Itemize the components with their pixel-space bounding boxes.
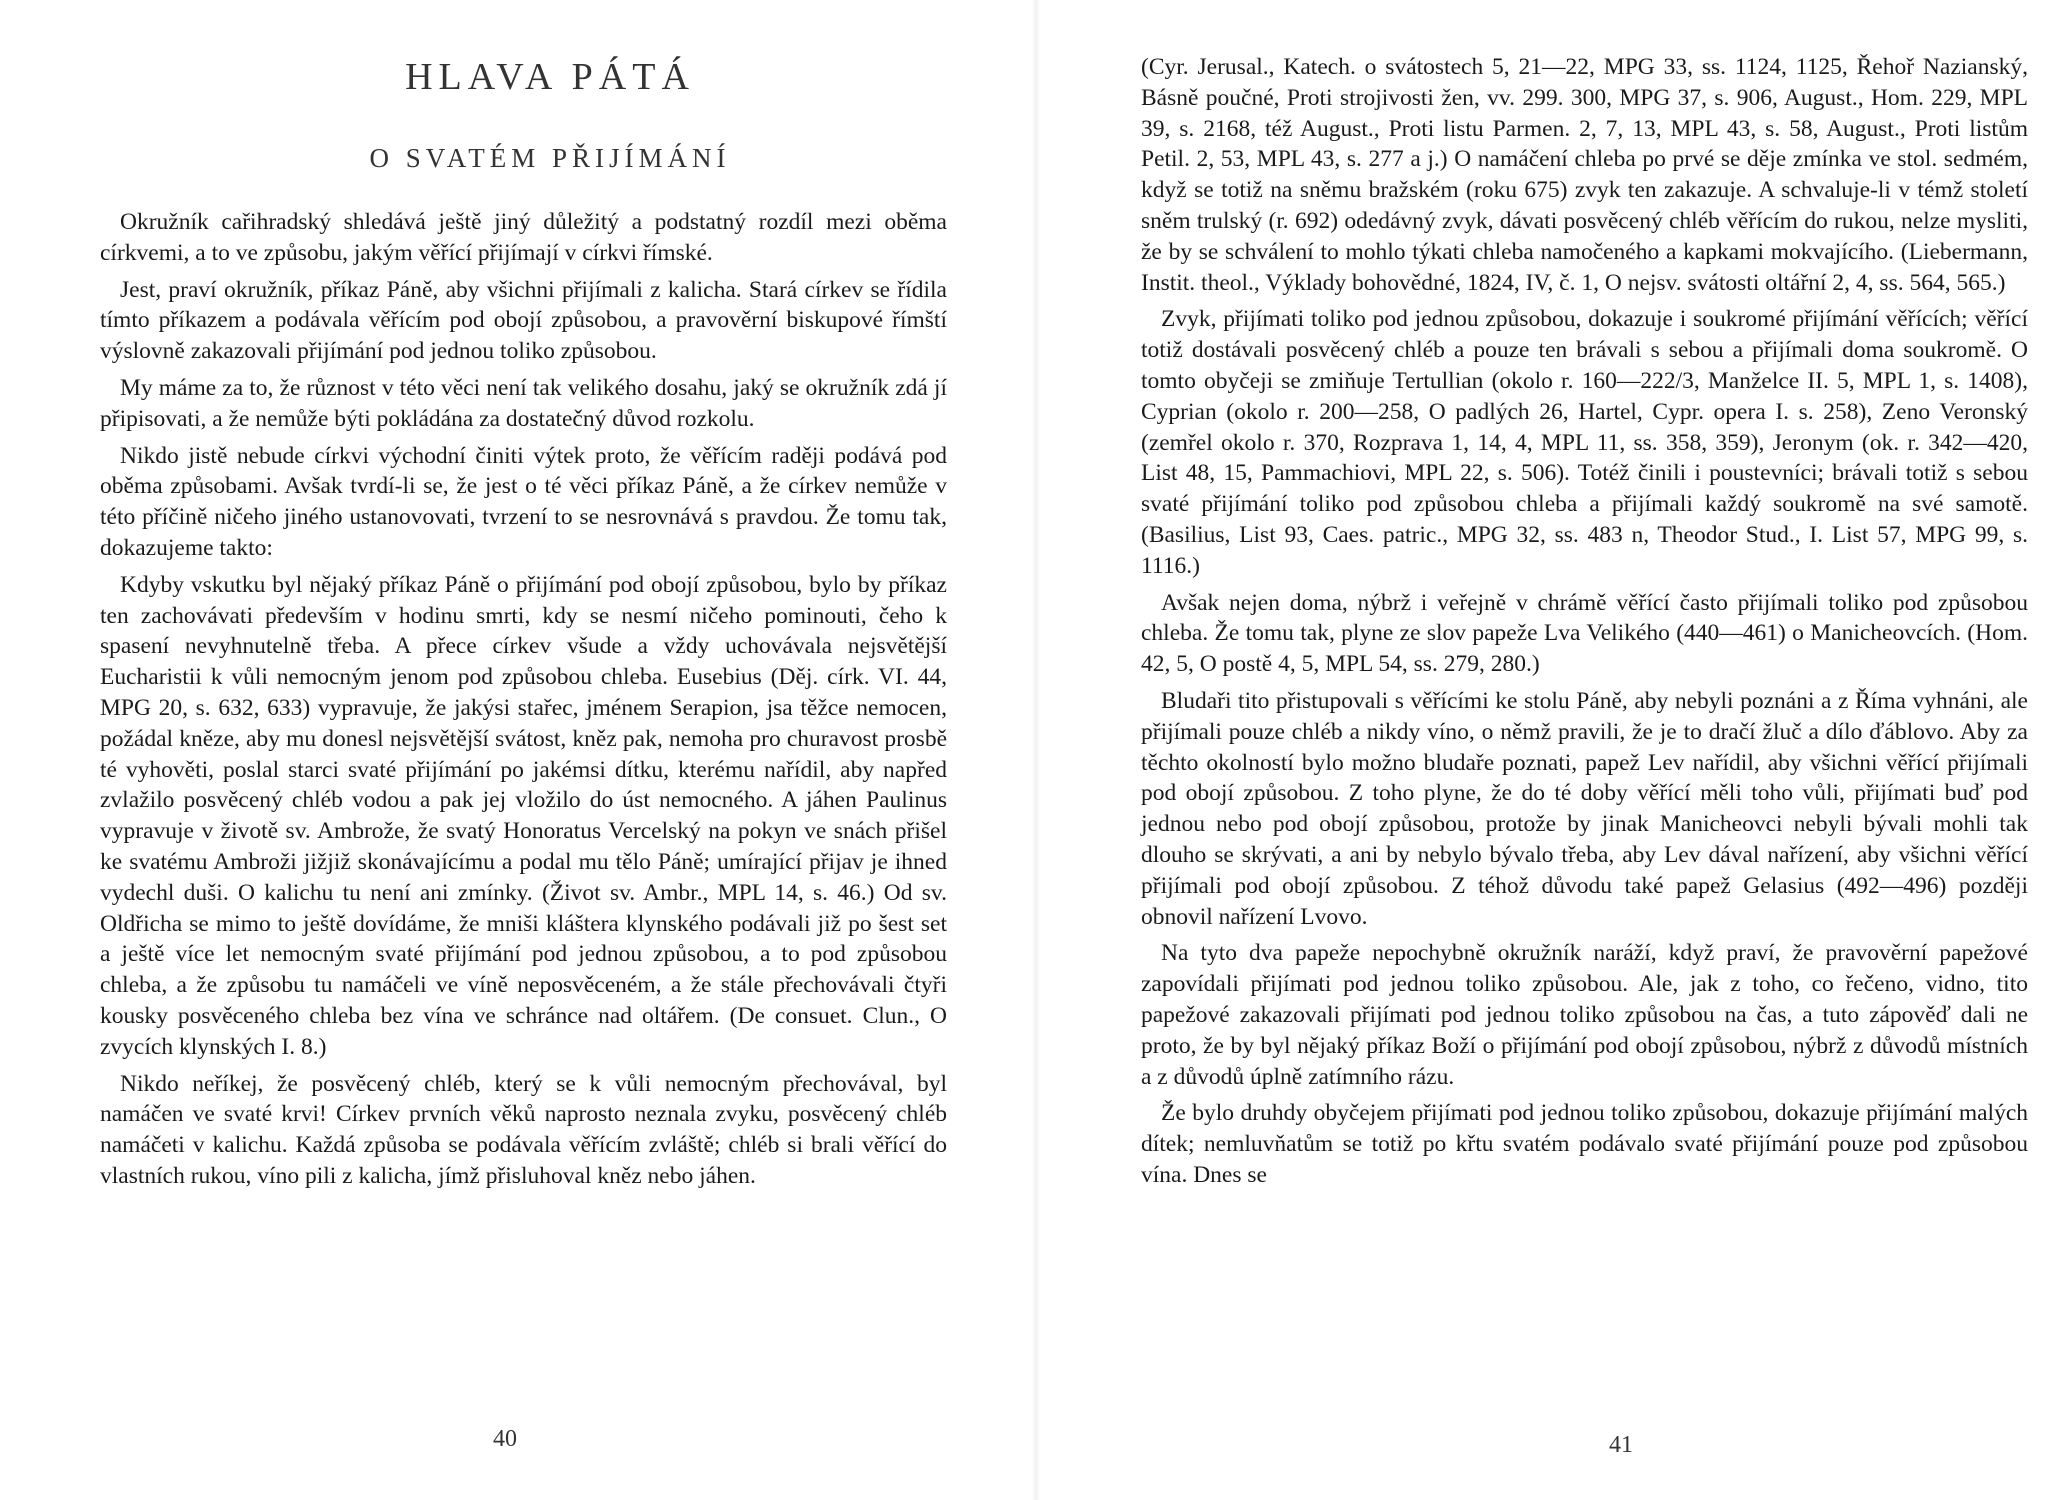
- paragraph: (Cyr. Jerusal., Katech. o svátostech 5, 21—22, MPG 33, ss. 1124, 1125, Řehoř Nazianský, Básně poučné, Proti strojivosti žen, vv. 299. 300, MPG 37, s. 906, August., Hom. 229, MPL 39, s. 2168, též August., Proti listu Parmen. 2, 7, 13, MPL 43, s. 58, August., Proti listům Petil. 2, 53, MPL 43, s. 277 a j.) O namáčení chleba po prvé se děje zmínka ve stol. sedmém, když se totiž na sněmu bražském (roku 675) zvyk ten zakazuje. A schvaluje-li v témž století sněm trulský (r. 692) odedávný zvyk, dávati posvěcený chléb věřícím do rukou, nelze mysliti, že by se schválení to mohlo týkati chleba namočeného a kapkami mokvajícího. (Liebermann, Instit. theol., Výklady bohovědné, 1824, IV, č. 1, O nejsv. svátosti oltářní 2, 4, ss. 564, 565.): [1141, 54, 2028, 296]
- paragraph: Na tyto dva papeže nepochybně okružník naráží, když praví, že pravověrní papežové zapovídali přijímati pod jednou toliko způsobou. Ale, jak z toho, co řečeno, vidno, tito papežové zakazovali přijímati pod jednou toliko způsobou na čas, a tuto zápověď dali ne proto, že by byl nějaký příkaz Boží o přijímání pod obojí způsobou, nýbrž z důvodů místních a z důvodů úplně zatímního rázu.: [1141, 940, 2028, 1090]
- right-page-text: [1141, 52, 2028, 1197]
- paragraph: Bludaři tito přistupovali s věřícími ke stolu Páně, aby nebyli poznáni a z Říma vyhnáni, ale přijímali pouze chléb a nikdy víno, o němž pravili, že je to dračí žluč a dílo ďáblovo. Aby za těchto okolností bylo možno bludaře poznati, papež Lev nařídil, aby všichni věřící přijímali pod obojí způsobou. Z toho plyne, že do té doby věřící měli toho vůli, přijímati buď pod jednou nebo pod obojí způsobou, protože by jinak Manicheovci nebyli bývali mohli tak dlouho se skrývati, a ani by nebylo bývalo třeba, aby Lev dával nařízení, aby všichni věřící přijímali pod obojí způsobou. Z téhož důvodu také papež Gelasius (492—496) později obnovil nařízení Lvovo.: [1141, 687, 2028, 930]
- chapter-title: HLAVA PÁTÁ: [405, 56, 695, 98]
- page-number: 40: [493, 1426, 517, 1452]
- page-number: 41: [1609, 1432, 1633, 1458]
- paragraph: Okružník cařihradský shledává ještě jiný důležitý a podstatný rozdíl mezi oběma církvemi, a to ve způsobu, jakým věřící přijímají v církvi římské.: [100, 209, 947, 266]
- paragraph: Nikdo neříkej, že posvěcený chléb, který se k vůli nemocným přechovával, byl namáčen ve svaté krvi! Církev prvních věků naprosto neznala zvyku, posvěcený chléb namáčeti v kalichu. Každá způsoba se podávala věřícím zvláště; chléb si brali věřící do vlastních rukou, víno pili z kalicha, jímž přisluhoval kněz nebo jáhen.: [100, 1070, 947, 1189]
- paragraph: My máme za to, že různost v této věci není tak velikého dosahu, jaký se okružník zdá jí připisovati, a že nemůže býti pokládána za dostatečný důvod rozkolu.: [100, 374, 947, 432]
- paragraph: Že bylo druhdy obyčejem přijímati pod jednou toliko způsobou, dokazuje přijímání malých dítek; nemluvňatům se totiž po křtu svatém podávalo svaté přijímání pouze pod způsobou vína. Dnes se: [1141, 1100, 2028, 1188]
- section-title: O SVATÉM PŘIJÍMÁNÍ: [369, 143, 731, 173]
- paragraph: Avšak nejen doma, nýbrž i veřejně v chrámě věřící často přijímali toliko pod způsobou chleba. Že tomu tak, plyne ze slov papeže Lva Velikého (440—461) o Manicheovcích. (Hom. 42, 5, O postě 4, 5, MPL 54, ss. 279, 280.): [1141, 589, 2028, 678]
- paragraph: Kdyby vskutku byl nějaký příkaz Páně o přijímání pod obojí způsobou, bylo by příkaz ten zachovávati především v hodinu smrti, kdy se nesmí ničeho pominouti, čeho k spasení nevyhnutelně třeba. A přece církev všude a vždy uchovávala nejsvětější Eucharistii k vůli nemocným jenom pod způsobou chleba. Eusebius (Děj. círk. VI. 44, MPG 20, s. 632, 633) vypravuje, že jakýsi stařec, jménem Serapion, jsa těžce nemocen, požádal kněze, aby mu donesl nejsvětější svátost, kněz pak, nemoha pro churavost prosbě té vyhověti, poslal starci svaté přijímání po jakémsi dítku, kterému nařídil, aby napřed zvlažilo posvěcený chléb vodou a pak jej vložilo do úst nemocného. A jáhen Paulinus vypravuje v životě sv. Ambrože, že svatý Honoratus Vercelský na pokyn ve snách přišel ke svatému Ambroži jižjiž skonávajícímu a podal mu tělo Páně; umírající přijav je ihned vydechl duši. O kalichu tu není ani zmínky. (Život sv. Ambr., MPL 14, s. 46.) Od sv. Oldřicha se mimo to ještě dovídáme, že mniši kláštera klynského podávali již po šest set a ještě více let nemocným svaté přijímání pod jednou způsobou, a to pod způsobou chleba, a že způsobu tu namáčeli ve víně neposvěceném, a že stále přechovávali čtyři kousky posvěceného chleba bez vína ve schránce nad oltářem. (De consuet. Clun., O zvycích klynských I. 8.): [100, 571, 947, 1060]
- paragraph: Zvyk, přijímati toliko pod jednou způsobou, dokazuje i soukromé přijímání věřících; věřící totiž dostávali posvěcený chléb a pouze ten brávali s sebou a přijímali doma soukromě. O tomto obyčeji se zmiňuje Tertullian (okolo r. 160—222/3, Manželce II. 5, MPL 1, s. 1408), Cyprian (okolo r. 200—258, O padlých 26, Hartel, Cypr. opera I. s. 258), Zeno Veronský (zemřel okolo r. 370, Rozprava 1, 14, 4, MPL 11, ss. 358, 359), Jeronym (ok. r. 342—420, List 48, 15, Pammachiovi, MPL 22, s. 506). Totéž činili i poustevníci; brávali totiž s sebou svaté přijímání toliko pod způsobou chleba a přijímali každý soukromě na své samotě. (Basilius, List 93, Caes. patric., MPG 32, ss. 483 n, Theodor Stud., I. List 57, MPG 99, s. 1116.): [1141, 306, 2028, 579]
- paragraph: Nikdo jistě nebude církvi východní činiti výtek proto, že věřícím raději podává pod oběma způsobami. Avšak tvrdí-li se, že jest o té věci příkaz Páně, a že církev nemůže v této příčině ničeho jiného ustanovovati, tvrzení to se nesrovnává s pravdou. Že tomu tak, dokazujeme takto:: [100, 442, 947, 561]
- left-page-text: [100, 207, 947, 1198]
- right-page: [1036, 0, 2072, 1500]
- paragraph: Jest, praví okružník, příkaz Páně, aby všichni přijímali z kalicha. Stará církev se řídila tímto příkazem a podávala věřícím pod obojí způsobou, a pravověrní biskupové římští výslovně zakazovali přijímání pod jednou toliko způsobou.: [100, 276, 947, 365]
